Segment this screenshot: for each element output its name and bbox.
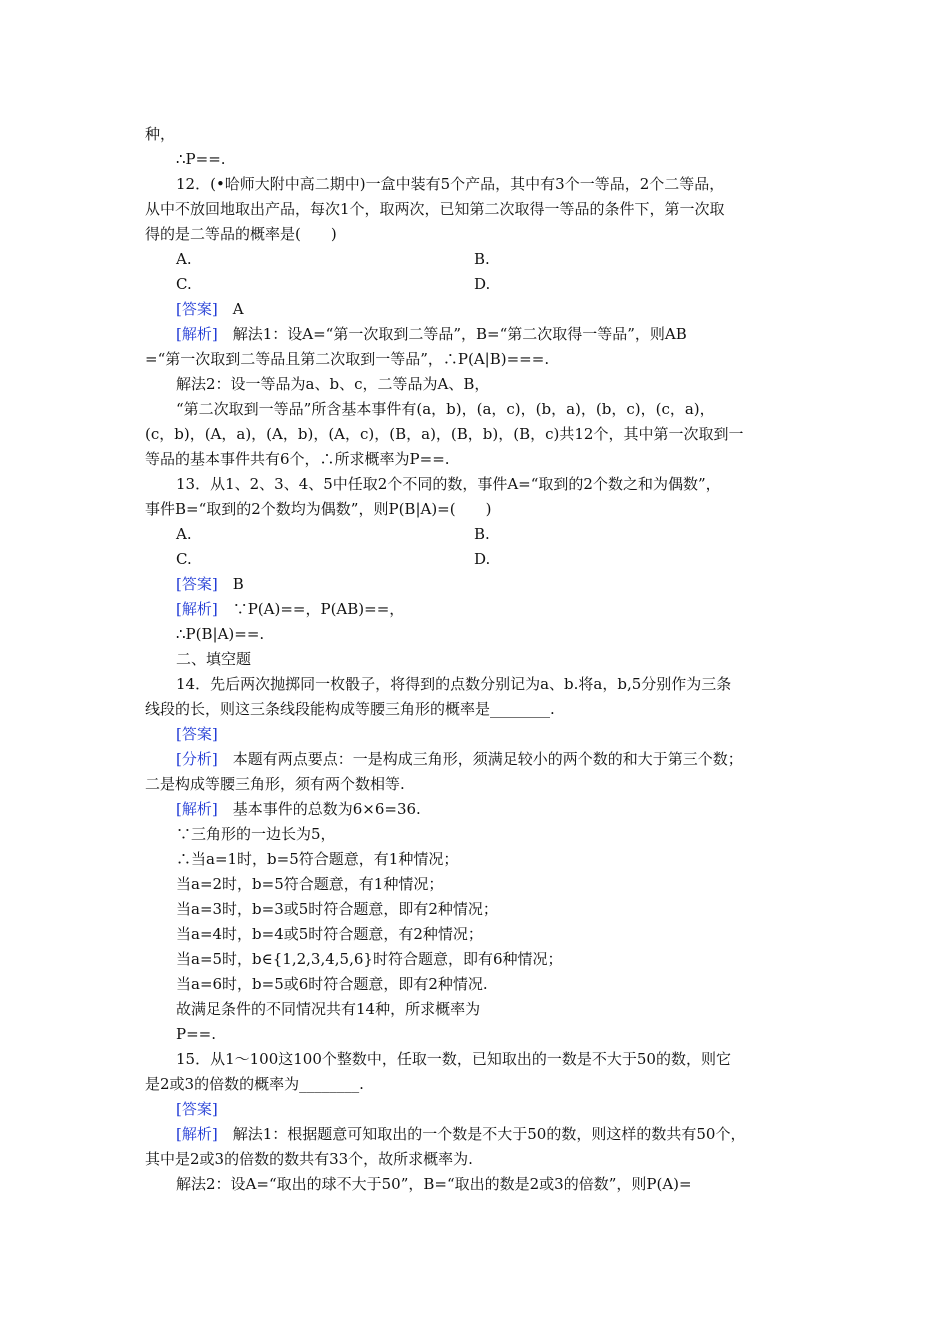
text-line (176, 1099, 218, 1119)
line-text: 解法1：设A=“第一次取到二等品”，B=“第二次取得一等品”，则AB (217, 325, 687, 343)
line-text: 事件B=“取到的2个数均为偶数”，则P(B|A)=( ) (145, 500, 492, 518)
text-line (176, 549, 192, 569)
text-line (176, 624, 264, 644)
text-line (176, 324, 687, 344)
text-line (176, 974, 488, 994)
section-tag: [解析] (176, 600, 218, 618)
line-text: 解法1：根据题意可知取出的一个数是不大于50的数，则这样的数共有50个， (217, 1125, 746, 1143)
section-tag: [答案] (176, 300, 218, 318)
line-text: 解法2：设一等品为a、b、c，二等品为A、B， (176, 375, 490, 393)
text-line (176, 949, 563, 969)
text-line (176, 674, 731, 694)
line-text: 二、填空题 (176, 650, 252, 668)
line-text: A. (176, 250, 192, 268)
line-text: ∴P(B|A)==. (176, 625, 265, 643)
text-line (176, 599, 404, 619)
line-text: (c，b)，(A，a)，(A，b)，(A，c)，(B，a)，(B，b)，(B，c)共12个，其中第一次取到一 (145, 425, 744, 443)
text-line (145, 424, 743, 444)
line-text: 得的是二等品的概率是( ) (145, 225, 337, 243)
text-line (145, 124, 175, 144)
text-line (176, 874, 443, 894)
line-text: B. (474, 250, 490, 268)
text-line (176, 274, 192, 294)
line-text: 其中是2或3的倍数的数共有33个，故所求概率为. (145, 1150, 473, 1168)
text-line (176, 1049, 731, 1069)
line-text: 线段的长，则这三条线段能构成等腰三角形的概率是________. (145, 700, 555, 718)
text-line (176, 1124, 745, 1144)
text-line (176, 574, 244, 594)
line-text: A (217, 300, 244, 318)
text-line (145, 199, 725, 219)
text-line (474, 274, 490, 294)
text-line (176, 399, 715, 419)
line-text: 14．先后两次抛掷同一枚骰子，将得到的点数分别记为a、b.将a，b,5分别作为三条 (176, 675, 732, 693)
line-text: 当a=4时，b=4或5时符合题意，有2种情况； (176, 925, 483, 943)
text-line (176, 1024, 216, 1044)
line-text: 种， (145, 125, 176, 143)
line-text: “第二次取到一等品”所含基本事件有(a，b)，(a，c)，(b，a)，(b，c)，(c，a)， (176, 400, 715, 418)
text-line (176, 649, 251, 669)
line-text: ∴当a=1时，b=5符合题意，有1种情况； (176, 850, 459, 868)
text-line (474, 549, 490, 569)
text-line (474, 249, 490, 269)
line-text: ∵三角形的一边长为5， (176, 825, 336, 843)
line-text: 当a=5时，b∈{1,2,3,4,5,6}时符合题意，即有6种情况； (176, 950, 563, 968)
text-line (145, 1074, 364, 1094)
line-text: B. (474, 525, 490, 543)
text-line (176, 1174, 692, 1194)
section-tag: [解析] (176, 1125, 218, 1143)
line-text: C. (176, 275, 192, 293)
line-text: D. (474, 550, 491, 568)
text-line (176, 824, 336, 844)
line-text: 13．从1、2、3、4、5中任取2个不同的数，事件A=“取到的2个数之和为偶数”， (176, 475, 721, 493)
section-tag: [答案] (176, 725, 218, 743)
text-line (176, 999, 480, 1019)
text-line (176, 899, 498, 919)
line-text: 从中不放回地取出产品，每次1个，取两次，已知第二次取得一等品的条件下，第一次取 (145, 200, 725, 218)
line-text: 故满足条件的不同情况共有14种，所求概率为 (176, 1000, 481, 1018)
line-text: 解法2：设A=“取出的球不大于50”，B=“取出的数是2或3的倍数”，则P(A)= (176, 1175, 692, 1193)
text-line (145, 699, 555, 719)
line-text: B (217, 575, 244, 593)
line-text: P==. (176, 1025, 216, 1043)
line-text: 本题有两点要点：一是构成三角形，须满足较小的两个数的和大于第三个数； (217, 750, 743, 768)
line-text: 是2或3的倍数的概率为________. (145, 1075, 364, 1093)
line-text: 当a=6时，b=5或6时符合题意，即有2种情况. (176, 975, 488, 993)
text-line (176, 924, 483, 944)
section-tag: [分析] (176, 750, 218, 768)
line-text: 当a=2时，b=5符合题意，有1种情况； (176, 875, 444, 893)
line-text: ∵P(A)==，P(AB)==， (217, 600, 405, 618)
line-text: ∴P==. (176, 150, 226, 168)
line-text: C. (176, 550, 192, 568)
section-tag: [解析] (176, 325, 218, 343)
section-tag: [解析] (176, 800, 218, 818)
text-line (145, 349, 549, 369)
line-text: 12．(•哈师大附中高二期中)一盒中装有5个产品，其中有3个一等品，2个二等品， (176, 175, 725, 193)
text-line (145, 774, 405, 794)
line-text: A. (176, 525, 192, 543)
text-line (474, 524, 490, 544)
text-line (176, 149, 226, 169)
line-text: 二是构成等腰三角形，须有两个数相等. (145, 775, 405, 793)
text-line (176, 374, 489, 394)
line-text: 当a=3时，b=3或5时符合题意，即有2种情况； (176, 900, 498, 918)
text-line (145, 224, 337, 244)
text-line (176, 299, 244, 319)
text-line (176, 749, 743, 769)
text-line (176, 799, 421, 819)
text-line (176, 724, 218, 744)
line-text: =“第一次取到二等品且第二次取到一等品”，∴P(A|B)===. (145, 350, 550, 368)
text-line (145, 1149, 473, 1169)
section-tag: [答案] (176, 575, 218, 593)
text-line (176, 849, 458, 869)
line-text: 等品的基本事件共有6个，∴所求概率为P==. (145, 450, 450, 468)
text-line (176, 474, 721, 494)
section-tag: [答案] (176, 1100, 218, 1118)
text-line (176, 174, 724, 194)
line-text: 基本事件的总数为6×6=36. (217, 800, 421, 818)
text-line (145, 499, 491, 519)
text-line (145, 449, 450, 469)
text-line (176, 524, 192, 544)
line-text: D. (474, 275, 491, 293)
line-text: 15．从1～100这100个整数中，任取一数，已知取出的一数是不大于50的数，则它 (176, 1050, 731, 1068)
text-line (176, 249, 192, 269)
